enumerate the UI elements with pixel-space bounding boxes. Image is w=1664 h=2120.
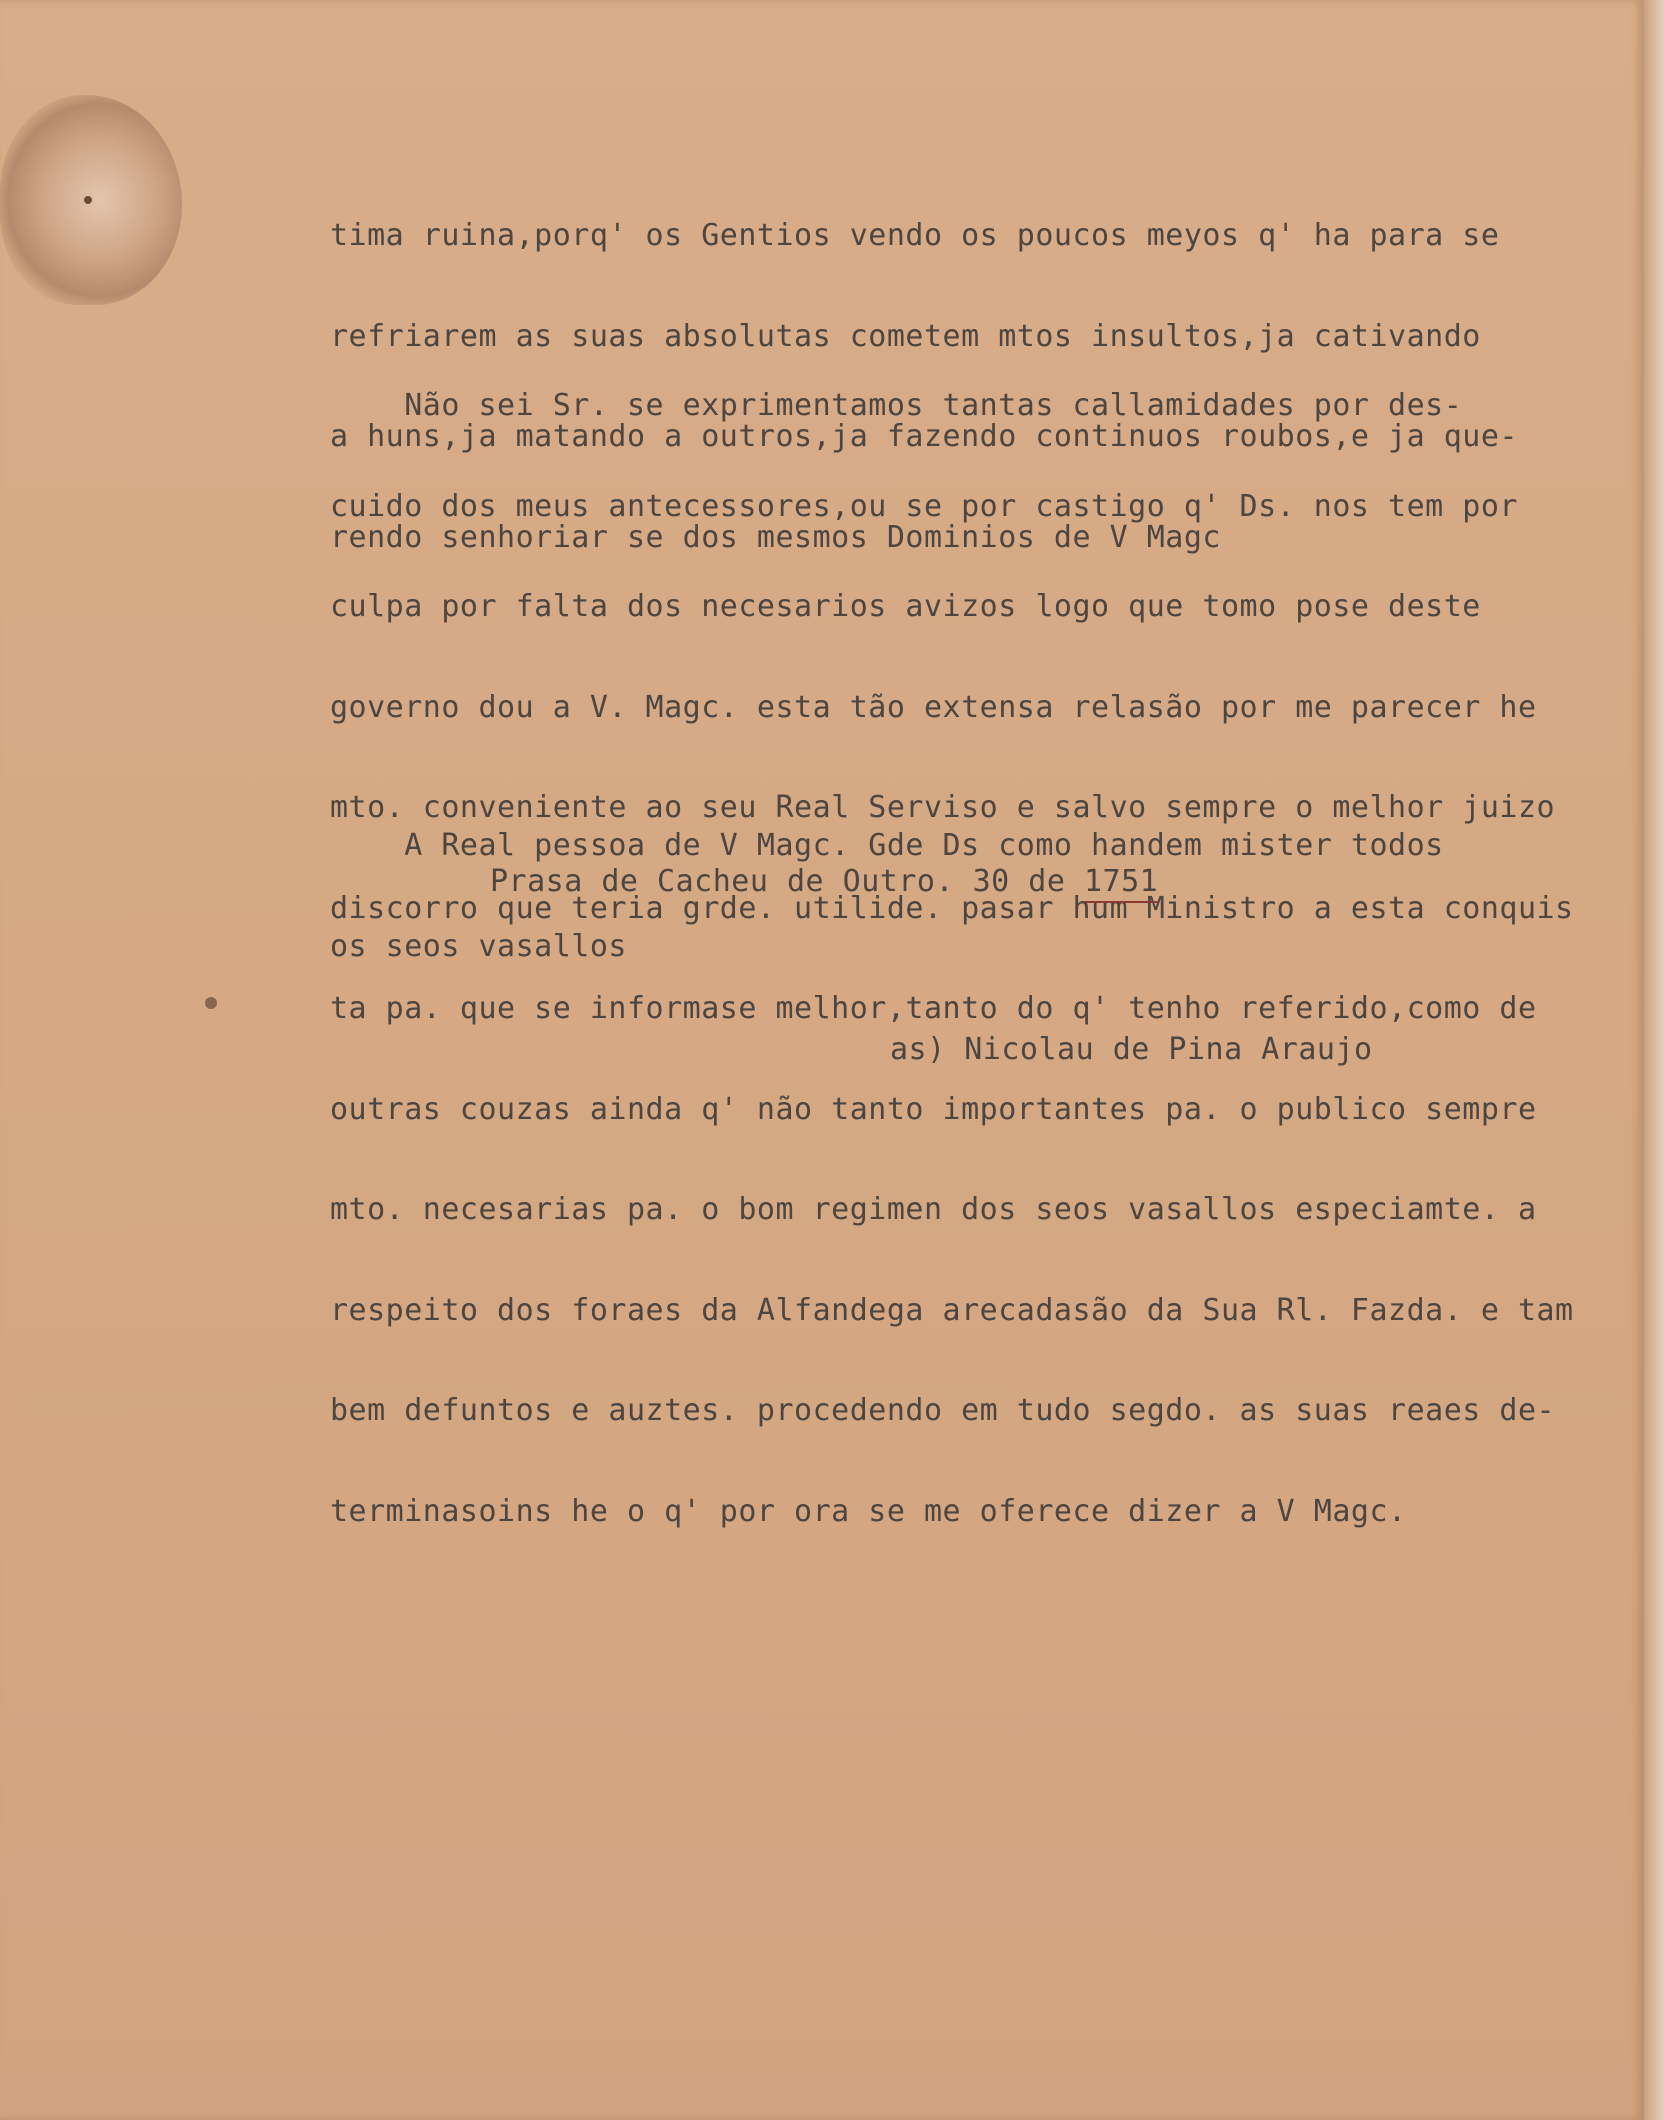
text-line: bem defuntos e auztes. procedendo em tudo segdo. as suas reaes de-	[330, 1393, 1556, 1428]
text-line: outras couzas ainda q' não tanto importantes pa. o publico sempre	[330, 1091, 1537, 1127]
signature: as) Nicolau de Pina Araujo	[890, 1032, 1373, 1067]
text-line: terminasoins he o q' por ora se me oferece dizer a V Magc.	[330, 1493, 1407, 1529]
text-line: ta pa. que se informase melhor,tanto do q' tenho referido,como de	[330, 991, 1537, 1026]
text-line: a huns,ja matando a outros,ja fazendo continuos roubos,e ja que-	[330, 419, 1518, 454]
ink-speck	[205, 997, 217, 1009]
text-line: discorro que teria grde. utilide. pasar hum Ministro a esta conquis	[330, 890, 1574, 926]
text-line: refriarem as suas absolutas cometem mtos insultos,ja cativando	[330, 318, 1481, 354]
text-line: Não sei Sr. se exprimentamos tantas callamidades por des-	[330, 388, 1463, 423]
text-line: A Real pessoa de V Magc. Gde Ds como handem mister todos	[330, 828, 1444, 863]
text-line: governo dou a V. Magc. esta tão extensa relasão por me parecer he	[330, 689, 1537, 725]
text-line: mto. necesarias pa. o bom regimen dos seos vasallos especiamte. a	[330, 1192, 1537, 1227]
text-line: cuido dos meus antecessores,ou se por castigo q' Ds. nos tem por	[330, 488, 1518, 524]
place-date-line	[490, 864, 1158, 899]
place-date-text: Prasa de Cacheu de Outro. 30 de	[490, 864, 1084, 899]
text-line: mto. conveniente ao seu Real Serviso e salvo sempre o melhor juizo	[330, 790, 1556, 825]
text-line: tima ruina,porq' os Gentios vendo os poucos meyos q' ha para se	[330, 218, 1500, 253]
text-line: os seos vasallos	[330, 928, 627, 964]
year-text: 1751	[1084, 864, 1158, 903]
text-line: respeito dos foraes da Alfandega arecadasão da Sua Rl. Fazda. e tam	[330, 1292, 1574, 1328]
pin-hole	[84, 196, 92, 204]
text-line: culpa por falta dos necesarios avizos logo que tomo pose deste	[330, 589, 1481, 624]
text-line: rendo senhoriar se dos mesmos Dominios de V Magc	[330, 519, 1221, 555]
page-edge	[1644, 0, 1664, 2120]
